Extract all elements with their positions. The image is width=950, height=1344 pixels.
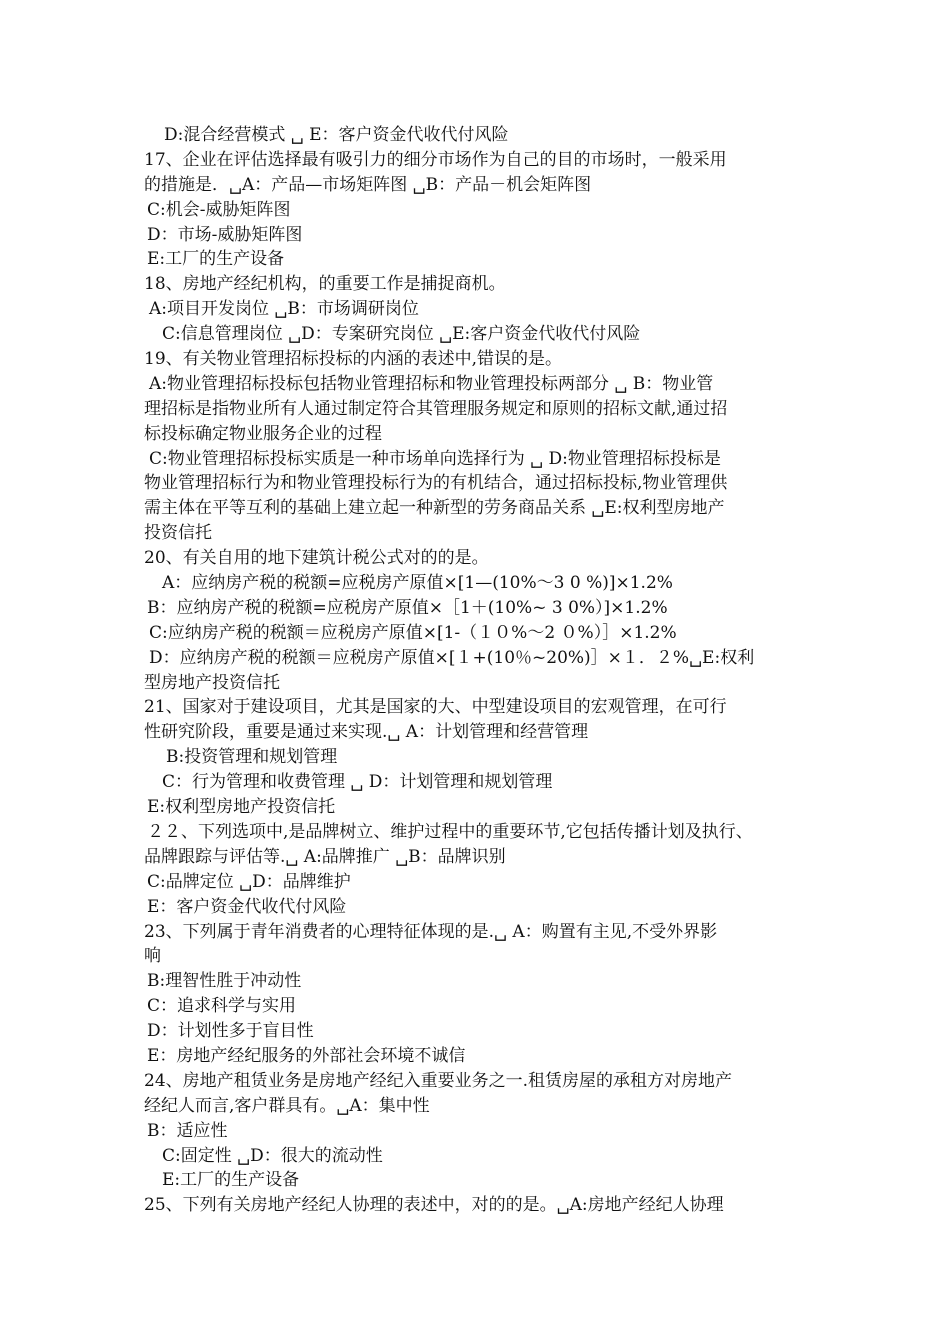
text-line: 标投标确定物业服务企业的过程 bbox=[144, 423, 382, 444]
text-line: D：应纳房产税的税额＝应税房产原值×[１+(10％~20%)］×１．２%␣E:权利 bbox=[149, 647, 755, 668]
text-line: 25、下列有关房地产经纪人协理的表述中，对的的是。␣A:房地产经纪人协理 bbox=[144, 1195, 724, 1216]
text-line: C：追求科学与实用 bbox=[147, 996, 297, 1017]
text-line: C:品牌定位 ␣D：品牌维护 bbox=[147, 871, 351, 892]
text-line: C:固定性 ␣D：很大的流动性 bbox=[162, 1145, 383, 1166]
text-line: E:工厂的生产设备 bbox=[147, 249, 285, 270]
text-line: 理招标是指物业所有人通过制定符合其管理服务规定和原则的招标文献,通过招 bbox=[144, 398, 728, 419]
text-line: 性研究阶段，重要是通过来实现.␣ A：计划管理和经营管理 bbox=[144, 722, 589, 743]
text-line: C:应纳房产税的税额＝应税房产原值×[1-（１０%～2 ０%）］×1.2% bbox=[149, 622, 677, 643]
text-line: C:机会-威胁矩阵图 bbox=[147, 199, 291, 220]
text-line: B：适应性 bbox=[147, 1120, 228, 1141]
text-line: 经纪人而言,客户群具有。␣A：集中性 bbox=[144, 1095, 430, 1116]
text-line: B:理智性胜于冲动性 bbox=[147, 971, 302, 992]
text-line: A:项目开发岗位 ␣B：市场调研岗位 bbox=[149, 299, 419, 320]
text-line: 24、房地产租赁业务是房地产经纪入重要业务之一.租赁房屋的承租方对房地产 bbox=[144, 1070, 733, 1091]
text-line: D：市场-威胁矩阵图 bbox=[147, 224, 303, 245]
text-line: 20、有关自用的地下建筑计税公式对的的是。 bbox=[144, 548, 489, 569]
text-line: E：客户资金代收代付风险 bbox=[147, 896, 347, 917]
text-line: D:混合经营模式 ␣ E：客户资金代收代付风险 bbox=[164, 125, 509, 145]
text-line: C:信息管理岗位 ␣D：专案研究岗位 ␣E:客户资金代收代付风险 bbox=[162, 324, 641, 345]
text-line: 21、国家对于建设项目，尤其是国家的大、中型建设项目的宏观管理，在可行 bbox=[144, 697, 727, 718]
text-line: 物业管理招标行为和物业管理投标行为的有机结合，通过招标投标,物业管理供 bbox=[144, 473, 728, 494]
text-line: E:工厂的生产设备 bbox=[162, 1170, 300, 1191]
text-line: 需主体在平等互利的基础上建立起一种新型的劳务商品关系 ␣E:权利型房地产 bbox=[144, 498, 725, 519]
text-line: A:物业管理招标投标包括物业管理招标和物业管理投标两部分 ␣ B：物业管 bbox=[149, 373, 714, 394]
text-line: 18、房地产经纪机构，的重要工作是捕捉商机。 bbox=[144, 274, 506, 295]
text-line: C：行为管理和收费管理 ␣ D：计划管理和规划管理 bbox=[162, 772, 553, 793]
text-line: 23、下列属于青年消费者的心理特征体现的是.␣ A：购置有主见,不受外界影 bbox=[144, 921, 718, 942]
text-line: E:权利型房地产投资信托 bbox=[147, 797, 336, 818]
document-body bbox=[144, 123, 824, 1218]
text-line: 投资信托 bbox=[144, 523, 212, 544]
text-line: B:投资管理和规划管理 bbox=[166, 747, 338, 768]
text-line: ２２、下列选项中,是品牌树立、维护过程中的重要环节,它包括传播计划及执行、 bbox=[147, 821, 753, 842]
text-line: 19、有关物业管理招标投标的内涵的表述中,错误的是。 bbox=[144, 349, 563, 370]
text-line: 响 bbox=[144, 946, 161, 967]
text-line: 17、企业在评估选择最有吸引力的细分市场作为自己的目的市场时，一般采用 bbox=[144, 149, 727, 170]
text-line: 型房地产投资信托 bbox=[144, 672, 280, 693]
text-line: 品牌跟踪与评估等.␣ A:品牌推广 ␣B：品牌识别 bbox=[144, 846, 506, 867]
text-line: E：房地产经纪服务的外部社会环境不诚信 bbox=[147, 1045, 466, 1066]
text-line: 的措施是．␣A：产品—市场矩阵图 ␣B：产品－机会矩阵图 bbox=[144, 174, 592, 195]
text-line: D：计划性多于盲目性 bbox=[147, 1021, 314, 1042]
text-line: A：应纳房产税的税额=应税房产原值×[1—(10%～3 0 %)]×1.2% bbox=[162, 573, 673, 594]
text-line: C:物业管理招标投标实质是一种市场单向选择行为 ␣ D:物业管理招标投标是 bbox=[149, 448, 721, 469]
text-line: B：应纳房产税的税额=应税房产原值×［1＋(10%~ 3 0%）]×1.2% bbox=[147, 597, 668, 618]
